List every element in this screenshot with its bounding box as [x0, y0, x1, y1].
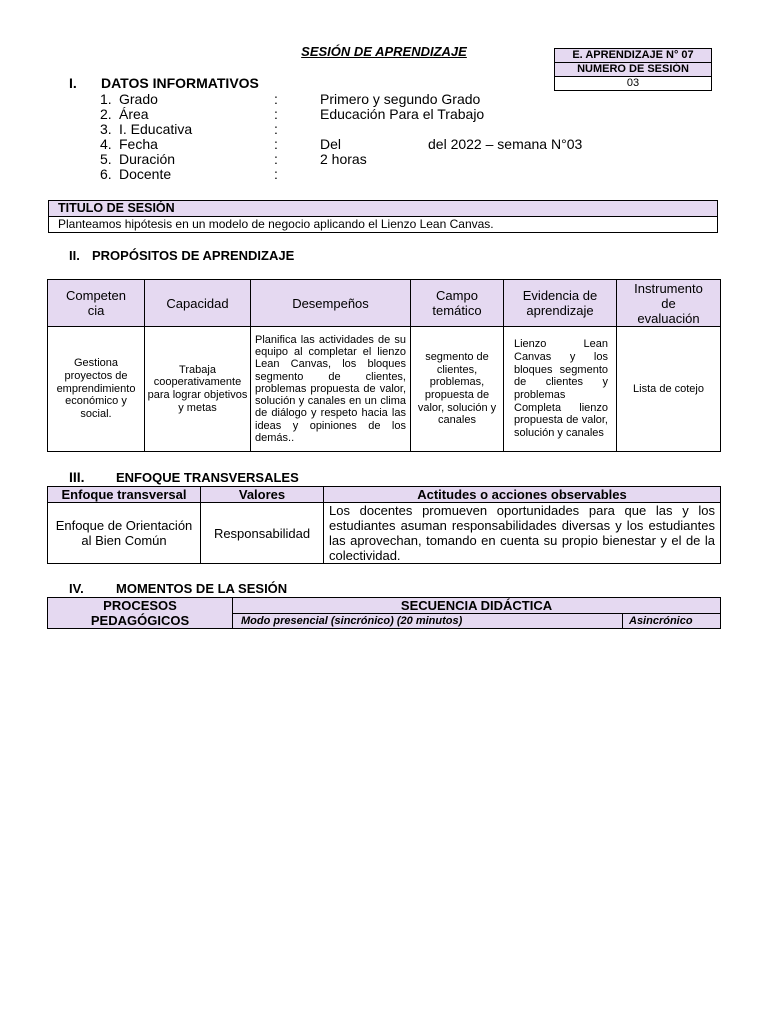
section-title: PROPÓSITOS DE APRENDIZAJE [92, 248, 295, 263]
item-label: Área [119, 106, 149, 122]
item-number: 2. [100, 106, 112, 122]
item-value-secondary: del 2022 – semana N°03 [428, 136, 583, 152]
item-colon: : [274, 121, 278, 137]
item-colon: : [274, 151, 278, 167]
item-number: 1. [100, 91, 112, 107]
cell-capacidad: Trabaja cooperativamente para lograr objetivos y metas [145, 327, 251, 452]
item-number: 4. [100, 136, 112, 152]
cell-campo: segmento de clientes, problemas, propuesta de valor, solución y canales [411, 327, 504, 452]
header-capacidad: Capacidad [145, 280, 251, 327]
cell-valor: Responsabilidad [201, 503, 324, 564]
header-competencia: Competencia [48, 280, 145, 327]
header-asincronico: Asincrónico [623, 614, 721, 629]
session-number-label: NUMERO DE SESIÓN [555, 63, 712, 77]
section-number: III. [69, 469, 85, 485]
header-valores: Valores [201, 487, 324, 503]
item-value: 2 horas [320, 151, 367, 167]
session-number-value: 03 [555, 77, 712, 91]
cell-actitudes: Los docentes promueven oportunidades para que las y los estudiantes asuman responsabilidades diversas y los estudiantes las aprovechan, tomando en cuenta su propio bienestar y el de la colectividad. [324, 503, 721, 564]
item-label: Duración [119, 151, 176, 167]
datos-item-docente [100, 167, 620, 182]
cell-enfoque: Enfoque de Orientación al Bien Común [48, 503, 201, 564]
page-title: SESIÓN DE APRENDIZAJE [301, 44, 467, 59]
header-instrumento: Instrumento de evaluación [617, 280, 721, 327]
section-title: MOMENTOS DE LA SESIÓN [116, 581, 288, 596]
titulo-sesion-text: Planteamos hipótesis en un modelo de negocio aplicando el Lienzo Lean Canvas. [49, 217, 718, 233]
titulo-sesion-label: TITULO DE SESIÓN [49, 201, 718, 217]
session-info-box [554, 48, 712, 91]
item-label: Grado [119, 91, 158, 107]
item-label: Fecha [119, 136, 158, 152]
header-procesos: PROCESOS PEDAGÓGICOS [48, 598, 233, 629]
cell-evidencia: Lienzo Lean Canvas y los bloques segmento de clientes y problemas Completa lienzo propuesta de valor, solución y canales [504, 327, 617, 452]
datos-item-ieducativa [100, 122, 620, 137]
item-colon: : [274, 91, 278, 107]
section-number: II. [69, 248, 80, 263]
header-actitudes: Actitudes o acciones observables [324, 487, 721, 503]
header-evidencia: Evidencia de aprendizaje [504, 280, 617, 327]
item-number: 6. [100, 166, 112, 182]
header-desempenos: Desempeños [251, 280, 411, 327]
item-value: Educación Para el Trabajo [320, 106, 485, 122]
datos-item-fecha [100, 137, 620, 152]
item-colon: : [274, 106, 278, 122]
aprendizaje-number: E. APRENDIZAJE N° 07 [555, 49, 712, 63]
section-title: ENFOQUE TRANSVERSALES [116, 470, 299, 485]
datos-item-duracion [100, 152, 620, 167]
item-number: 3. [100, 121, 112, 137]
item-colon: : [274, 136, 278, 152]
header-enfoque: Enfoque transversal [48, 487, 201, 503]
item-number: 5. [100, 151, 112, 167]
titulo-sesion-table [48, 200, 718, 233]
cell-competencia: Gestiona proyectos de emprendimiento económico y social. [48, 327, 145, 452]
header-campo: Campo temático [411, 280, 504, 327]
cell-desempenos: Planifica las actividades de su equipo al completar el lienzo Lean Canvas, los bloques segmento de clientes, problemas propuesta de valor, solución y canales en un clima de diálogo y respeto hacia las ideas y opiniones de los demás.. [251, 327, 411, 452]
enfoque-table [47, 486, 721, 564]
item-value: Del [320, 136, 342, 152]
item-label: Docente [119, 166, 172, 182]
section-number: IV. [69, 581, 84, 596]
header-secuencia: SECUENCIA DIDÁCTICA [233, 598, 721, 614]
datos-item-grado [100, 92, 620, 107]
item-colon: : [274, 166, 278, 182]
propositos-table [47, 279, 721, 452]
datos-item-area [100, 107, 620, 122]
section-title: DATOS INFORMATIVOS [101, 75, 259, 91]
header-modo-presencial: Modo presencial (sincrónico) (20 minutos) [233, 614, 623, 629]
item-value: Primero y segundo Grado [320, 91, 481, 107]
momentos-table [47, 597, 721, 629]
section-number: I. [69, 75, 77, 91]
cell-instrumento: Lista de cotejo [617, 327, 721, 452]
item-label: I. Educativa [119, 121, 193, 137]
